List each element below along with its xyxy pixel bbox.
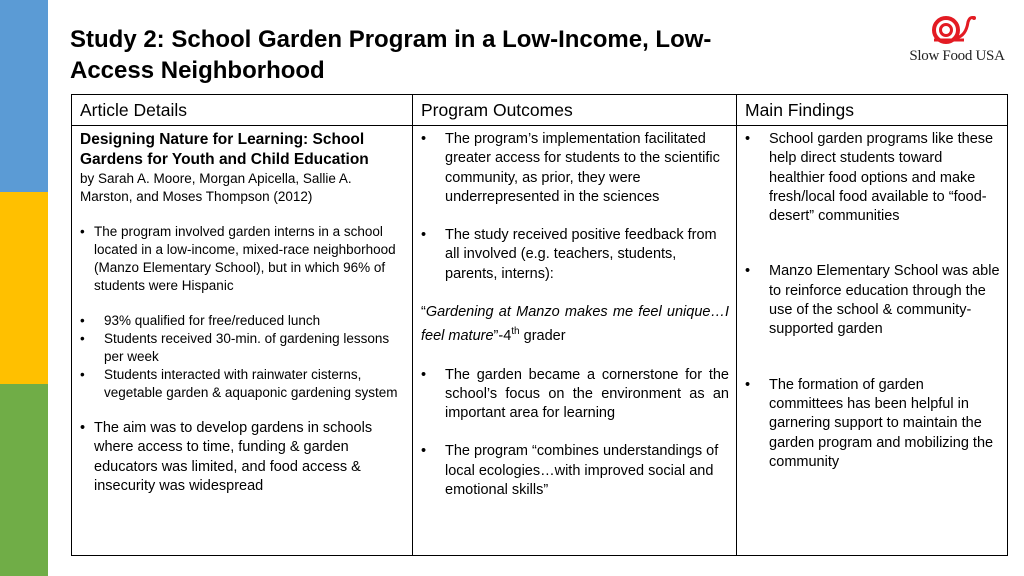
article-sub-bullet-3: • Students interacted with rainwater cisterns, vegetable garden & aquaponic gardening system [80,366,405,402]
table-row [72,126,1008,556]
header-main-findings: Main Findings [737,95,1008,126]
finding-bullet-1: • School garden programs like these help direct students toward healthier food options and make fresh/local food available to “food-desert” communities [745,130,1000,226]
outcome-bullet-3: • The garden became a cornerstone for the school’s focus on the environment as an important area for learning [421,366,729,424]
article-title: Designing Nature for Learning: School Gardens for Youth and Child Education [80,131,369,168]
outcome-bullet-2: • The study received positive feedback from all involved (e.g. teachers, students, parents, interns): [421,226,729,284]
article-details-cell [72,126,413,556]
header-program-outcomes: Program Outcomes [413,95,737,126]
quote-suffix: grader [519,328,566,345]
program-outcomes-cell [413,126,737,556]
quote-close: ”-4 [493,328,512,345]
article-bullet-2: • The aim was to develop gardens in schools where access to time, funding & garden educators was limited, and food access & insecurity was widespread [80,419,405,496]
article-sub-bullet-1: • 93% qualified for free/reduced lunch [80,312,405,330]
stripe-green [0,384,48,576]
page-title: Study 2: School Garden Program in a Low-Income, Low-Access Neighborhood [70,26,712,84]
finding-bullet-3: • The formation of garden committees has been helpful in garnering support to maintain the garden program and mobilizing the community [745,376,1000,472]
quote-open-mark: “ [421,304,426,321]
quote-sup: th [511,326,520,338]
student-quote [421,303,729,346]
slow-food-logo [898,12,1016,72]
study-table [71,94,1008,556]
header-article-details: Article Details [72,95,413,126]
finding-bullet-2: • Manzo Elementary School was able to reinforce education through the use of the school & community-supported garden [745,262,1000,339]
logo-text: Slow Food USA [909,48,1005,64]
article-sub-bullet-2: • Students received 30-min. of gardening lessons per week [80,330,405,366]
snail-icon [898,12,1016,48]
outcome-bullet-1: • The program’s implementation facilitated greater access for students to the scientific community, as prior, they were underrepresented in the sciences [421,130,729,207]
stripe-yellow [0,192,48,384]
outcome-bullet-4: • The program “combines understandings of local ecologies…with improved social and emotional skills” [421,442,729,500]
main-findings-cell [737,126,1008,556]
table-header-row [72,95,1008,126]
stripe-blue [0,0,48,192]
quote-text: Gardening at Manzo makes me feel unique…I feel mature [421,304,729,345]
article-bullet-1: • The program involved garden interns in a school located in a low-income, mixed-race neighborhood (Manzo Elementary School), but in which 96% of students were Hispanic [80,223,405,295]
article-authors: by Sarah A. Moore, Morgan Apicella, Sallie A. Marston, and Moses Thompson (2012) [80,171,352,204]
